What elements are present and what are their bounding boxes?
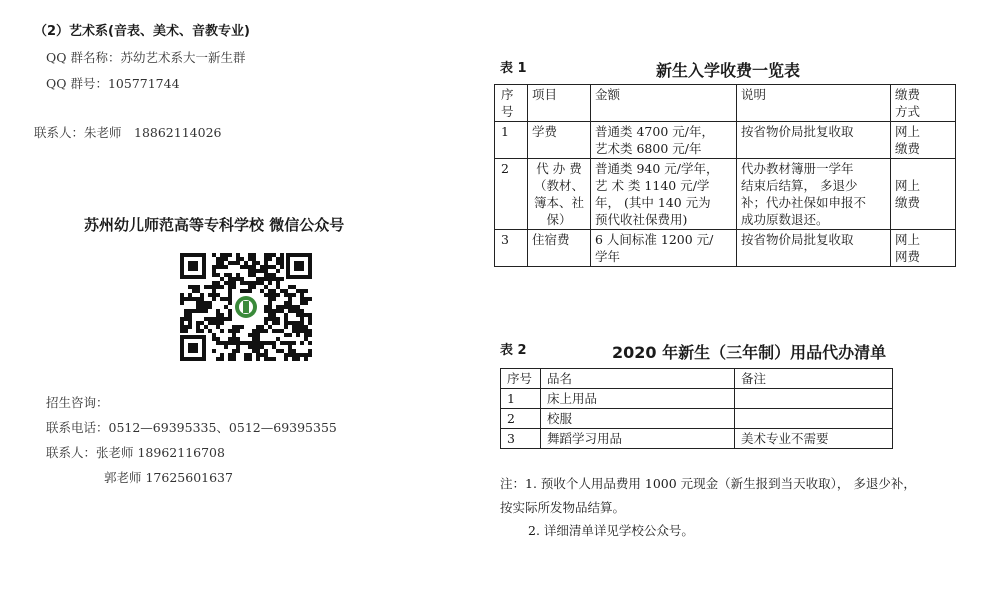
enroll-phone: 联系电话：0512—69395335、0512—69395355 (46, 420, 337, 435)
cell-text-line: 艺术类 6800 元/年 (595, 141, 702, 156)
table-cell (591, 159, 737, 230)
table-cell (891, 230, 956, 267)
qq-group-name: QQ 群名称：苏幼艺术系大一新生群 (46, 50, 246, 65)
header-cell (591, 85, 737, 122)
table-cell (737, 122, 891, 159)
cell-text-line: 缴费 (895, 87, 921, 102)
fee-table (494, 84, 956, 267)
table-cell (591, 230, 737, 267)
table-cell (495, 159, 528, 230)
table-cell: 3 (501, 429, 541, 449)
cell-text-line: 按省物价局批复收取 (741, 124, 854, 139)
table1-title: 新生入学收费一览表 (656, 61, 801, 80)
table-cell: 2 (501, 409, 541, 429)
cell-text-line: （教材、 (533, 178, 584, 193)
table-cell (735, 409, 893, 429)
cell-text-line: 序 (501, 87, 514, 102)
qq-group-number: QQ 群号：105771744 (46, 76, 180, 91)
cell-text-line: 预代收社保费用) (595, 212, 688, 227)
header-cell (737, 85, 891, 122)
table-row (495, 122, 956, 159)
table2-label: 表 2 (500, 343, 527, 358)
cell-text-line: 补；代办社保如申报不 (741, 195, 867, 210)
note-line-1: 注：1. 预收个人用品费用 1000 元现金（新生报到当天收取）， 多退少补， (500, 476, 916, 491)
table-cell: 床上用品 (541, 389, 735, 409)
wechat-title: 苏州幼儿师范高等专科学校 微信公众号 (84, 216, 345, 234)
cell-text-line: 3 (501, 232, 509, 247)
items-table (500, 368, 893, 449)
table-row (495, 230, 956, 267)
table-cell (737, 230, 891, 267)
table-cell (528, 230, 591, 267)
cell-text-line: 保） (546, 212, 572, 227)
cell-text-line: 1 (501, 124, 509, 139)
cell-text-line: 成功原数退还。 (741, 212, 829, 227)
cell-text-line: 缴费 (895, 195, 921, 210)
table-cell: 舞蹈学习用品 (541, 429, 735, 449)
table-cell: 美术专业不需要 (735, 429, 893, 449)
cell-text-line: 艺 术 类 1140 元/学 (595, 178, 710, 193)
cell-text-line: 学费 (532, 124, 558, 139)
table-cell (735, 389, 893, 409)
cell-text-line: 缴费 (895, 141, 921, 156)
table-cell (495, 230, 528, 267)
cell-text-line: 普通类 4700 元/年， (595, 124, 714, 139)
qr-code-icon (180, 253, 312, 361)
cell-text-line: 结束后结算， 多退少 (741, 178, 858, 193)
cell-text-line: 网上 (895, 232, 921, 247)
cell-text-line: 2 (501, 161, 509, 176)
cell-text-line: 方式 (895, 104, 921, 119)
table1-label: 表 1 (500, 61, 527, 76)
enroll-contact-1: 联系人：张老师 18962116708 (46, 445, 225, 460)
section-heading: （2）艺术系(音表、美术、音教专业) (34, 24, 250, 39)
cell-text-line: 学年 (595, 249, 621, 264)
cell-text-line: 网上 (895, 178, 921, 193)
cell-text-line: 代办教材簿册一学年 (741, 161, 854, 176)
cell-text-line: 簿本、社 (533, 195, 584, 210)
table-cell (737, 159, 891, 230)
note-line-3: 2. 详细清单详见学校公众号。 (528, 523, 694, 538)
cell-text-line: 项目 (532, 87, 558, 102)
table-cell: 1 (501, 389, 541, 409)
cell-text-line: 年， (其中 140 元为 (595, 195, 711, 210)
table-cell (528, 159, 591, 230)
table-cell (528, 122, 591, 159)
note-line-2: 按实际所发物品结算。 (500, 500, 626, 515)
cell-text-line: 网上 (895, 124, 921, 139)
table-header-row (495, 85, 956, 122)
cell-text-line: 网费 (895, 249, 921, 264)
cell-text-line: 普通类 940 元/学年， (595, 161, 719, 176)
header-cell: 序号 (501, 369, 541, 389)
header-cell (495, 85, 528, 122)
cell-text-line: 号 (501, 104, 514, 119)
table-row (501, 429, 893, 449)
cell-text-line: 代 办 费 (536, 161, 582, 176)
table-cell: 校服 (541, 409, 735, 429)
cell-text-line: 金额 (595, 87, 621, 102)
enroll-heading: 招生咨询： (46, 395, 109, 410)
table-header-row (501, 369, 893, 389)
cell-text-line: 6 人间标准 1200 元/ (595, 232, 714, 247)
table-row (495, 159, 956, 230)
table2-title: 2020 年新生（三年制）用品代办清单 (612, 343, 887, 362)
cell-text-line: 按省物价局批复收取 (741, 232, 854, 247)
table-cell (591, 122, 737, 159)
contact-person: 联系人：朱老师 18862114026 (34, 125, 222, 140)
header-cell: 备注 (735, 369, 893, 389)
header-cell (528, 85, 591, 122)
table-row (501, 389, 893, 409)
cell-text-line: 住宿费 (532, 232, 570, 247)
header-cell: 品名 (541, 369, 735, 389)
cell-text-line: 说明 (741, 87, 767, 102)
header-cell (891, 85, 956, 122)
table-cell (891, 122, 956, 159)
table-row (501, 409, 893, 429)
table-cell (891, 159, 956, 230)
enroll-contact-2: 郭老师 17625601637 (104, 470, 233, 485)
table-cell (495, 122, 528, 159)
